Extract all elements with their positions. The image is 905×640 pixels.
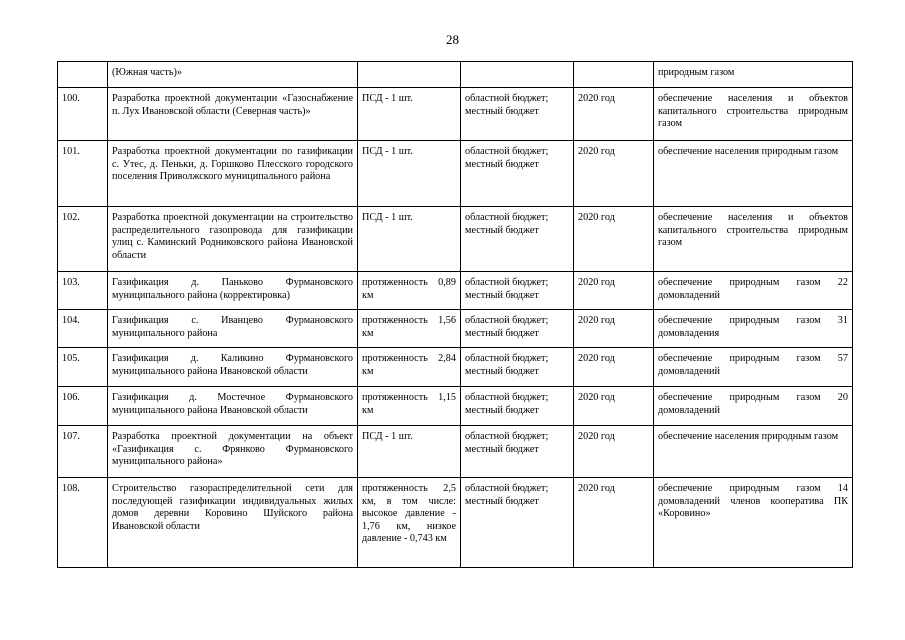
scope-cell: протяженность 2,5 км, в том числе: высокое давление - 1,76 км, низкое давление - 0,743 км (358, 478, 461, 568)
scope-cell: протяженность 2,84 км (358, 348, 461, 387)
scope-cell: ПСД - 1 шт. (358, 141, 461, 207)
result-cell: обеспечение населения природным газом (654, 426, 853, 478)
scope-cell: ПСД - 1 шт. (358, 207, 461, 272)
scope-cell: протяженность 1,15 км (358, 387, 461, 426)
table-row (58, 478, 853, 568)
activity-name: (Южная часть)» (108, 62, 358, 88)
year-cell: 2020 год (574, 387, 654, 426)
funding-cell: областной бюджет; местный бюджет (461, 478, 574, 568)
funding-cell: областной бюджет; местный бюджет (461, 88, 574, 141)
result-cell: обеспечение природным газом 31 домовладения (654, 310, 853, 348)
year-cell: 2020 год (574, 348, 654, 387)
scope-cell: протяженность 0,89 км (358, 272, 461, 310)
result-cell: обеспечение природным газом 22 домовладений (654, 272, 853, 310)
scope-cell: протяженность 1,56 км (358, 310, 461, 348)
result-cell: обеспечение населения природным газом (654, 141, 853, 207)
year-cell: 2020 год (574, 207, 654, 272)
result-cell: обеспечение природным газом 20 домовладений (654, 387, 853, 426)
table-row (58, 348, 853, 387)
table-row (58, 272, 853, 310)
year-cell: 2020 год (574, 272, 654, 310)
table-row (58, 387, 853, 426)
result-cell: обеспечение природным газом 14 домовладений членов кооператива ПК «Коровино» (654, 478, 853, 568)
funding-cell: областной бюджет; местный бюджет (461, 387, 574, 426)
scope-cell: ПСД - 1 шт. (358, 88, 461, 141)
activity-name: Разработка проектной документации «Газоснабжение п. Лух Ивановской области (Северная часть)» (108, 88, 358, 141)
result-cell: обеспечение населения и объектов капитального строительства природным газом (654, 88, 853, 141)
funding-cell: областной бюджет; местный бюджет (461, 348, 574, 387)
row-number: 103. (58, 272, 108, 310)
funding-cell (461, 62, 574, 88)
activity-name: Газификация д. Каликино Фурмановского муниципального района Ивановской области (108, 348, 358, 387)
funding-cell: областной бюджет; местный бюджет (461, 207, 574, 272)
scope-cell: ПСД - 1 шт. (358, 426, 461, 478)
row-number: 105. (58, 348, 108, 387)
page-number: 28 (446, 32, 459, 47)
funding-cell: областной бюджет; местный бюджет (461, 426, 574, 478)
activity-name: Газификация с. Иванцево Фурмановского муниципального района (108, 310, 358, 348)
row-number: 102. (58, 207, 108, 272)
table-row (58, 426, 853, 478)
year-cell: 2020 год (574, 478, 654, 568)
year-cell: 2020 год (574, 310, 654, 348)
result-cell: природным газом (654, 62, 853, 88)
result-cell: обеспечение природным газом 57 домовладений (654, 348, 853, 387)
year-cell: 2020 год (574, 426, 654, 478)
row-number (58, 62, 108, 88)
row-number: 106. (58, 387, 108, 426)
activity-name: Разработка проектной документации по газификации с. Утес, д. Пеньки, д. Горшково Плесского городского поселения Приволжского муниципального района (108, 141, 358, 207)
gasification-table (57, 61, 853, 568)
year-cell: 2020 год (574, 141, 654, 207)
activity-name: Строительство газораспределительной сети для последующей газификации индивидуальных жилых домов деревни Коровино Шуйского района Ивановской области (108, 478, 358, 568)
row-number: 104. (58, 310, 108, 348)
year-cell (574, 62, 654, 88)
funding-cell: областной бюджет; местный бюджет (461, 272, 574, 310)
row-number: 100. (58, 88, 108, 141)
activity-name: Газификация д. Паньково Фурмановского муниципального района (корректировка) (108, 272, 358, 310)
table-row (58, 310, 853, 348)
activity-name: Разработка проектной документации на строительство распределительного газопровода для газификации улиц с. Каминский Родниковского района Ивановской области (108, 207, 358, 272)
row-number: 108. (58, 478, 108, 568)
row-number: 101. (58, 141, 108, 207)
year-cell: 2020 год (574, 88, 654, 141)
funding-cell: областной бюджет; местный бюджет (461, 310, 574, 348)
row-number: 107. (58, 426, 108, 478)
table-row (58, 62, 853, 88)
result-cell: обеспечение населения и объектов капитального строительства природным газом (654, 207, 853, 272)
table-row (58, 207, 853, 272)
activity-name: Разработка проектной документации на объект «Газификация с. Фрянково Фурмановского муниципального района» (108, 426, 358, 478)
funding-cell: областной бюджет; местный бюджет (461, 141, 574, 207)
table-row (58, 141, 853, 207)
table-row (58, 88, 853, 141)
activity-name: Газификация д. Мостечное Фурмановского муниципального района Ивановской области (108, 387, 358, 426)
scope-cell (358, 62, 461, 88)
